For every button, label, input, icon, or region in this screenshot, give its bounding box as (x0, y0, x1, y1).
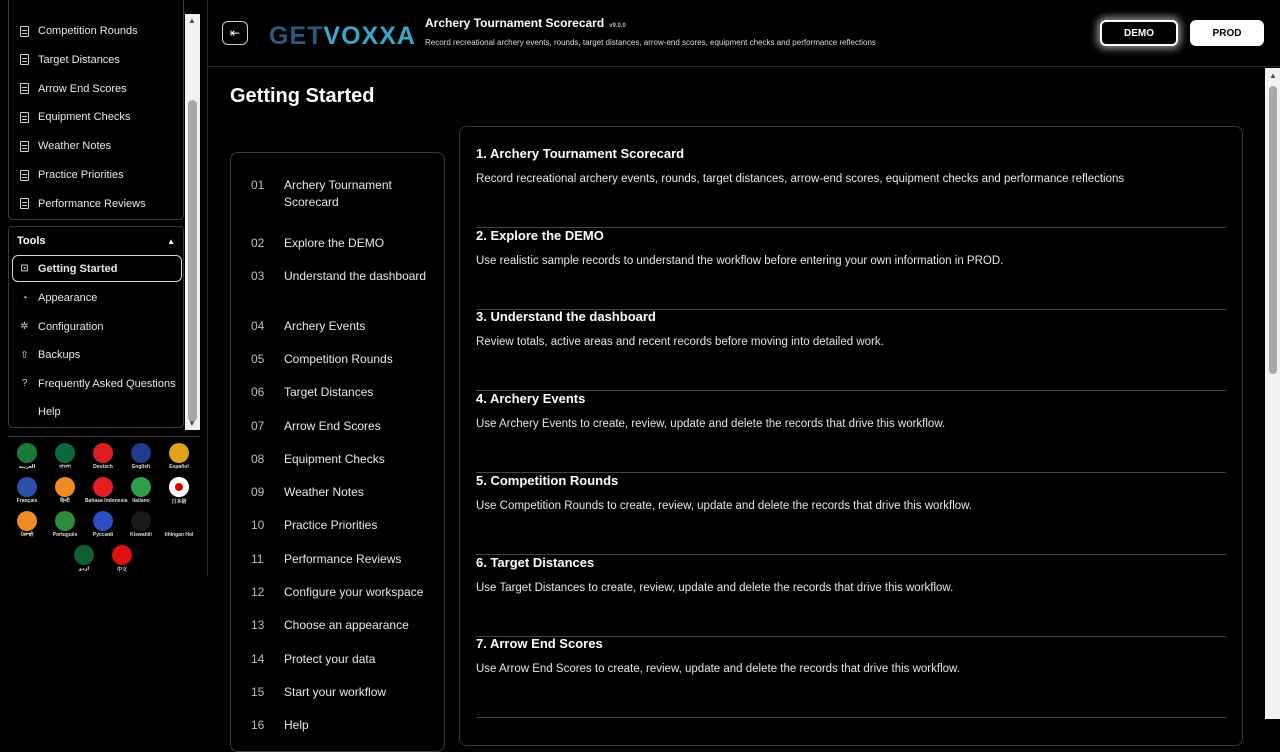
section-title: 2. Explore the DEMO (476, 227, 604, 243)
tools-section (8, 226, 184, 428)
sidebar-item[interactable] (19, 165, 124, 185)
toc-label: Start your workflow (284, 685, 387, 699)
tools-item[interactable] (19, 288, 97, 308)
toc-label: Protect your data (284, 652, 376, 666)
toc-label: Explore the DEMO (284, 236, 385, 250)
document-shape (20, 112, 29, 123)
toc-item[interactable] (251, 551, 434, 568)
language-option[interactable] (85, 477, 128, 504)
palette-icon: ◔ (21, 292, 28, 304)
toc-number: 01 (251, 178, 265, 192)
toc-item[interactable] (251, 235, 434, 252)
toc-label: Weather Notes (284, 485, 364, 499)
app-logo: GETVOXXA (269, 22, 416, 50)
language-option[interactable] (9, 443, 45, 470)
toc-label: Archery Events (284, 319, 366, 333)
toc-item[interactable] (251, 351, 434, 368)
guide-section (476, 636, 1226, 718)
app-version: v9.0.0 (609, 23, 626, 29)
toc-item[interactable] (251, 617, 434, 634)
language-name: বাংলা (59, 464, 71, 470)
page-title: Getting Started (230, 85, 375, 107)
flag-icon (131, 443, 151, 463)
toc-number: 16 (251, 718, 265, 732)
tools-item-label: Frequently Asked Questions (38, 377, 176, 390)
document-icon (19, 141, 30, 152)
tools-item[interactable] (19, 402, 61, 422)
app-title: Archery Tournament Scorecard v9.0.0 (425, 16, 626, 30)
document-icon (19, 83, 30, 94)
flag-icon (17, 511, 37, 531)
toc-number: 14 (251, 652, 265, 666)
section-title: 4. Archery Events (476, 391, 586, 407)
language-option[interactable] (123, 443, 159, 470)
language-option[interactable] (47, 511, 83, 538)
toc-item[interactable] (251, 177, 434, 211)
sidebar-item-label: Performance Reviews (38, 197, 146, 210)
sidebar-item-label: Equipment Checks (38, 111, 131, 124)
scroll-down-icon[interactable]: ▼ (188, 419, 196, 428)
toc-item[interactable] (251, 717, 434, 734)
toc-label: Performance Reviews (284, 552, 402, 566)
language-name: हिन्दी (60, 498, 70, 504)
section-text: Record recreational archery events, rounds, target distances, arrow-end scores, equipment checks and performance reflections (476, 173, 1125, 185)
sidebar-item-label: Arrow End Scores (38, 82, 127, 95)
flag-icon (55, 443, 75, 463)
toc-item[interactable] (251, 451, 434, 468)
tools-item[interactable] (12, 255, 182, 282)
toc-item[interactable] (251, 517, 434, 534)
section-text: Review totals, active areas and recent records before moving into detailed work. (476, 336, 884, 349)
flag-icon (93, 443, 113, 463)
document-shape (20, 141, 29, 152)
upload-icon: ⇧ (20, 349, 29, 361)
sidebar-item[interactable] (19, 21, 138, 41)
gear-icon: ✲ (20, 321, 29, 333)
section-text: Use realistic sample records to understand the workflow before entering your own information in PROD. (476, 254, 1004, 267)
toc-item[interactable] (251, 268, 434, 285)
language-name: 日本語 (171, 499, 187, 505)
toc-item[interactable] (251, 684, 434, 701)
language-name: Русский (92, 532, 114, 538)
tools-item-label: Appearance (38, 292, 98, 304)
flag-icon (55, 511, 75, 531)
guide-section (476, 146, 1226, 228)
language-name: العربية (18, 464, 36, 470)
language-option[interactable] (123, 477, 159, 504)
toc-number: 05 (251, 352, 265, 366)
flag-icon (93, 511, 113, 531)
toc-number: 06 (251, 385, 265, 399)
language-name: Español (169, 464, 189, 470)
language-name: Bahasa Indonesia (85, 498, 128, 504)
toc-number: 13 (251, 618, 265, 632)
section-text: Use Archery Events to create, review, update and delete the records that drive this workflow. (476, 418, 946, 431)
flag-icon (169, 477, 189, 497)
main-scrollbar[interactable] (1265, 68, 1280, 719)
question-icon: ? (21, 378, 28, 390)
start-icon: ⊡ (20, 263, 29, 274)
toc-label: Arrow End Scores (284, 419, 381, 433)
toc-number: 04 (251, 319, 265, 333)
guide-content (459, 126, 1243, 746)
collapse-sidebar-button[interactable] (222, 21, 248, 45)
language-option[interactable] (123, 511, 159, 538)
flag-icon (131, 477, 151, 497)
flag-icon (93, 477, 113, 497)
guide-section (476, 228, 1226, 310)
document-shape (20, 170, 29, 181)
sidebar-item[interactable] (19, 136, 111, 156)
sidebar-item[interactable] (19, 50, 120, 70)
section-title: 6. Target Distances (476, 554, 595, 570)
guide-section (476, 391, 1226, 473)
language-name: Kiswahili (130, 532, 152, 538)
app-header (208, 0, 1280, 67)
language-name: Deutsch (93, 464, 113, 470)
tools-header[interactable] (17, 235, 175, 247)
flag-icon (17, 477, 37, 497)
toc-number: 09 (251, 485, 265, 499)
tools-item-label: Configuration (38, 320, 104, 333)
toc-number: 08 (251, 452, 265, 466)
table-of-contents (230, 152, 445, 752)
language-option[interactable] (9, 477, 45, 504)
section-title: 1. Archery Tournament Scorecard (476, 146, 685, 161)
tools-label: Tools (17, 235, 46, 247)
language-name: اردو (78, 566, 90, 572)
guide-section (476, 555, 1226, 637)
section-text: Use Arrow End Scores to create, review, update and delete the records that drive this workflow. (476, 663, 960, 676)
toc-number: 07 (251, 419, 265, 433)
scroll-up-icon[interactable]: ▲ (188, 16, 196, 25)
flag-icon (55, 477, 75, 497)
language-name: 中文 (116, 567, 127, 573)
language-name: English (131, 464, 151, 470)
language-option[interactable] (104, 545, 140, 573)
document-icon (19, 170, 30, 181)
collapse-icon: ⇤ (229, 26, 241, 40)
demo-button[interactable]: DEMO (1100, 20, 1178, 46)
toc-label: Equipment Checks (284, 452, 385, 466)
sidebar-item-label: Practice Priorities (38, 169, 124, 181)
language-option[interactable] (161, 511, 197, 538)
main-scroll-thumb[interactable] (1269, 86, 1277, 374)
scroll-up-icon[interactable]: ▲ (1269, 71, 1277, 80)
section-title: 7. Arrow End Scores (476, 636, 603, 652)
flag-icon (169, 443, 189, 463)
document-shape (20, 26, 29, 37)
sidebar-item[interactable] (19, 107, 130, 127)
sidebar-item-label: Weather Notes (38, 140, 112, 153)
flag-icon (112, 545, 132, 565)
tools-item-label: Backups (38, 349, 81, 362)
main-content (208, 68, 1265, 732)
toc-label: Archery Tournament Scorecard (284, 178, 392, 209)
sidebar-item[interactable] (19, 194, 146, 214)
toc-label: Choose an appearance (284, 618, 409, 632)
app-subtitle: Record recreational archery events, rounds, target distances, arrow-end scores, equipment checks and performance reflections (425, 38, 876, 47)
sidebar-item[interactable] (19, 79, 127, 99)
flag-icon (74, 545, 94, 565)
toc-label: Understand the dashboard (284, 269, 427, 283)
tools-item-label: Help (38, 406, 61, 419)
language-option[interactable] (85, 443, 121, 470)
toc-item[interactable] (251, 384, 434, 401)
language-option[interactable] (47, 477, 83, 504)
document-icon (19, 54, 30, 65)
toc-number: 15 (251, 685, 265, 699)
guide-section (476, 473, 1226, 555)
tools-item[interactable] (19, 345, 80, 365)
toc-item[interactable] (251, 651, 434, 668)
language-option[interactable] (66, 545, 102, 572)
language-selector (8, 436, 200, 576)
toc-item[interactable] (251, 318, 434, 335)
sidebar-item-label: Target Distances (38, 53, 120, 66)
document-shape (20, 198, 29, 209)
toc-item[interactable] (251, 484, 434, 501)
flag-icon (169, 511, 189, 531)
chevron-up-icon: ▲ (167, 236, 175, 246)
toc-item[interactable] (251, 418, 434, 435)
section-text: Use Competition Rounds to create, review, update and delete the records that drive this workflow. (476, 499, 973, 512)
toc-label: Configure your workspace (284, 585, 424, 599)
language-name: Português (52, 532, 78, 538)
toc-number: 12 (251, 585, 265, 599)
language-option[interactable] (47, 443, 83, 472)
toc-label: Help (284, 718, 309, 732)
toc-label: Target Distances (284, 385, 374, 399)
flag-icon (131, 511, 151, 531)
toc-number: 03 (251, 269, 265, 283)
toc-label: Competition Rounds (284, 352, 393, 366)
toc-number: 02 (251, 236, 265, 250)
language-option[interactable] (85, 511, 121, 538)
section-title: 3. Understand the dashboard (476, 309, 656, 325)
tools-item[interactable] (19, 317, 103, 337)
section-text: Use Target Distances to create, review, update and delete the records that drive this workflow. (476, 581, 954, 594)
language-option[interactable] (161, 477, 197, 505)
sidebar-item-label: Competition Rounds (38, 25, 138, 37)
document-icon (19, 112, 30, 123)
sidebar (0, 0, 208, 576)
guide-section (476, 309, 1226, 391)
language-name: Français (16, 498, 38, 504)
sidebar-scroll-thumb[interactable] (188, 100, 197, 422)
language-name: Italiano (132, 498, 150, 504)
document-icon (19, 198, 30, 209)
section-title: 5. Competition Rounds (476, 472, 619, 488)
sidebar-scrollbar[interactable] (185, 14, 200, 430)
language-option[interactable] (161, 443, 197, 470)
language-name: ਪੰਜਾਬੀ (20, 532, 34, 538)
toc-label: Practice Priorities (284, 518, 378, 532)
document-icon (19, 26, 30, 37)
tools-item[interactable] (19, 374, 176, 394)
language-name: tlhIngan Hol (164, 532, 194, 538)
toc-item[interactable] (251, 584, 434, 601)
tools-item-label: Getting Started (38, 262, 118, 275)
language-option[interactable] (9, 511, 45, 538)
sidebar-nav (8, 0, 184, 220)
document-shape (20, 54, 29, 65)
document-shape (20, 83, 29, 94)
prod-button[interactable]: PROD (1190, 20, 1264, 46)
flag-icon (17, 443, 37, 463)
toc-number: 10 (251, 518, 265, 532)
toc-number: 11 (251, 552, 264, 566)
